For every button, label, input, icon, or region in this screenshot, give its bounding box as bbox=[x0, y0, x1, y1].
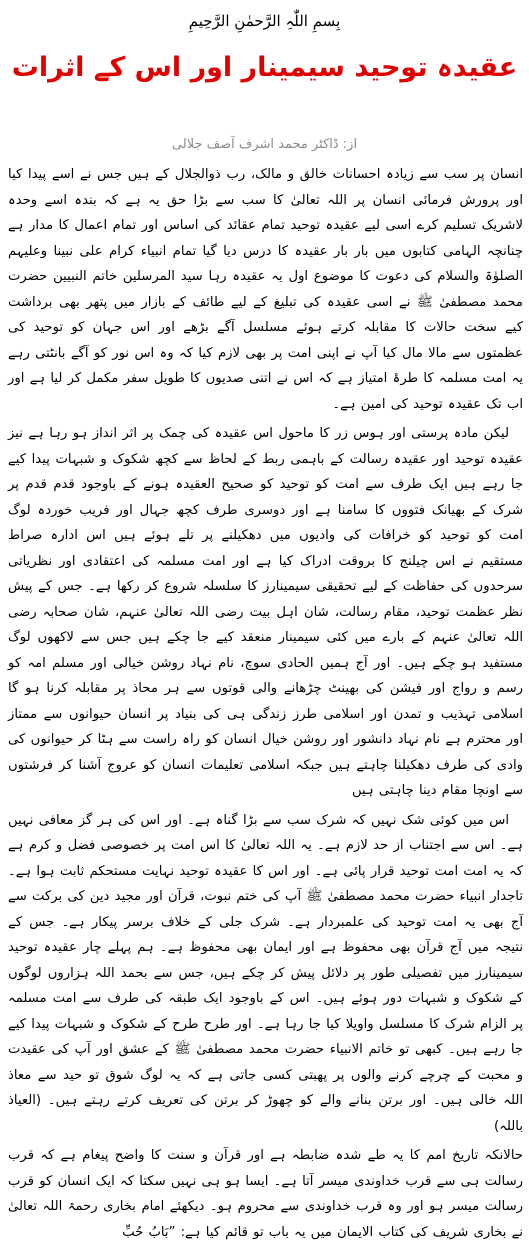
spacer bbox=[0, 100, 529, 136]
paragraph: لیکن مادہ پرستی اور ہوس زر کا ماحول اس عقیدہ کی چمک پر اثر انداز ہو رہا ہے نیز عقیدہ توحید اور عقیدہ رسالت کے باہمی ربط کے لحاظ سے کچھ شکوک و شبہات پیدا کیے جا رہے ہیں ایک طرف سے امت کو توحید کو صحیح العقیدہ ہونے کے باوجود قدم قدم پر شرک کے بھیانک فتووں کا سامنا ہے اور دوسری طرف کچھ جہال اور فریب خوردہ لوگ امت کو توحید کو خرافات کی وادیوں میں دھکیلنے پر تلے ہوئے ہیں اس ادارہ صراط مستقیم نے اس چیلنج کا بروقت ادراک کیا ہے اور امت مسلمہ کی اعتقادی اور نظریاتی سرحدوں کی حفاظت کے لیے تحقیقی سیمینارز کا سلسلہ شروع کر رکھا ہے۔ جس کے پیش نظر عظمت توحید، مقام رسالت، شان اہل بیت رضی اللہ تعالیٰ عنہم، شان صحابہ رضی اللہ تعالیٰ عنہم کے بارے میں کئی سیمینار منعقد کیے جا چکے ہیں جس سے لاکھوں لوگ مستفید ہو چکے ہیں۔ اور آج ہمیں الحادی سوچ، نام نہاد روشن خیالی اور مسلم امہ کو رسم و رواج اور فیشن کی بھینٹ چڑھانے والی قوتوں سے ہر محاذ پر مقابلہ کرنا ہو گا اسلامی تہذیب و تمدن اور اسلامی طرز زندگی ہی کی بنیاد پر انسان حیوانوں سے ممتاز اور محترم ہے نام نہاد دانشور اور روشن خیال انسان کو راہ راست سے ہٹا کر حیوانوں کی وادی کی طرف دھکیلنا چاہتے ہیں جبکہ اسلامی تعلیمات انسان کو عروج آشنا کر فرشتوں سے اونچا مقام دینا چاہتی ہیں bbox=[8, 426, 523, 798]
article-title: عقیدہ توحید سیمینار اور اس کے اثرات bbox=[11, 52, 518, 83]
article-body bbox=[0, 158, 529, 1245]
paragraph: انسان پر سب سے زیادہ احسانات خالق و مالک، رب ذوالجلال کے ہیں جس نے اسے پیدا کیا اور پرورش فرمائی انسان پر اللہ تعالیٰ کا سب سے بڑا حق یہ ہے کہ بندہ اسے وحدہ لاشریک تسلیم کرے اسی لیے عقیدہ توحید تمام عقائد کی اساس اور تمام اعمال کا مدار ہے چنانچہ الہامی کتابوں میں بار بار عقیدہ کا درس دیا گیا تمام انبیاء کرام علی نبینا وعلیہم الصلوٰۃ والسلام کی دعوت کا موضوع اول یہ عقیدہ رہا سید المرسلین خاتم النبیین حضرت محمد مصطفیٰ ﷺ نے اسی عقیدہ کی تبلیغ کے لیے طائف کے بازار میں پتھر بھی برداشت کیے سخت حالات کا مقابلہ کرتے ہوئے مسلسل آگے بڑھے اور اس جہان کو توحید کی عظمتوں سے مالا مال کیا آپ نے اپنی امت پر بھی لازم کیا کہ وہ اس نور کو آگے بانٹتی رہے یہ امت مسلمہ کا طرۂ امتیاز ہے کہ اس نے اتنی صدیوں کا طویل سفر مکمل کر لیا ہے اور اب تک عقیدہ توحید کی امین ہے۔ bbox=[8, 167, 523, 412]
paragraph: حالانکہ تاریخ امم کا یہ طے شدہ ضابطہ ہے اور قرآن و سنت کا واضح پیغام ہے کہ قرب رسالت ہی سے قرب خداوندی میسر آتا ہے۔ ایسا ہو ہی نہیں سکتا کہ ایک انسان کو قرب رسالت میسر ہو اور وہ قرب خداوندی سے محروم ہو۔ دیکھئے امام بخاری رحمۃ اللہ تعالیٰ نے بخاری شریف کی کتاب الایمان میں یہ باب تو قائم کیا ہے: ”بَابُ حُبِّ bbox=[8, 1148, 523, 1240]
paragraph: اس میں کوئی شک نہیں کہ شرک سب سے بڑا گناہ ہے۔ اور اس کی ہر گز معافی نہیں ہے۔ اس سے اجتناب از حد لازم ہے۔ یہ اللہ تعالیٰ کا اس امت پر خصوصی فضل و کرم ہے کہ یہ امت امت توحید قرار پائی ہے۔ اور اس کا عقیدہ توحید نہایت مستحکم ثابت ہوا ہے۔ تاجدار انبیاء حضرت محمد مصطفیٰ ﷺ آپ کی ختم نبوت، قرآن اور مجید دین کی برکت سے آج بھی یہ امت توحید کی علمبردار ہے۔ شرک جلی کے خلاف برسر پیکار ہے۔ جس کے نتیجہ میں آج قرآن بھی محفوظ ہے اور ایمان بھی محفوظ ہے۔ ہم پہلے چار عقیدہ توحید سیمینارز میں تفصیلی طور پر دلائل پیش کر چکے ہیں، جس سے بحمد اللہ ہزاروں لوگوں کے شکوک و شبہات دور ہوئے ہیں۔ اس کے باوجود ایک طبقہ کی طرف سے امت مسلمہ پر الزام شرک کا مسلسل واویلا کیا جا رہا ہے۔ اور طرح طرح کے شکوک و شبہات پیدا کیے جا رہے ہیں۔ کبھی تو خاتم الانبیاء حضرت محمد مصطفیٰ ﷺ کے عشق اور آپ کی عقیدت و محبت کے چرچے کرنے والوں پر پھبتی کسی جاتی ہے کہ یہ لوگ شوق تو حید سے معاذ اللہ خالی ہیں۔ اور برتن بنانے والے کو چھوڑ کر برتن کی تعریف کرتے رہتے ہیں۔ (العیاذ باللہ) bbox=[8, 812, 523, 1134]
bismillah: بِسمِ اللّٰہِ الرَّحمٰنِ الرَّحِیمِ bbox=[188, 12, 341, 30]
author-byline: از: ڈاکٹر محمد اشرف آصف جلالی bbox=[171, 137, 358, 152]
